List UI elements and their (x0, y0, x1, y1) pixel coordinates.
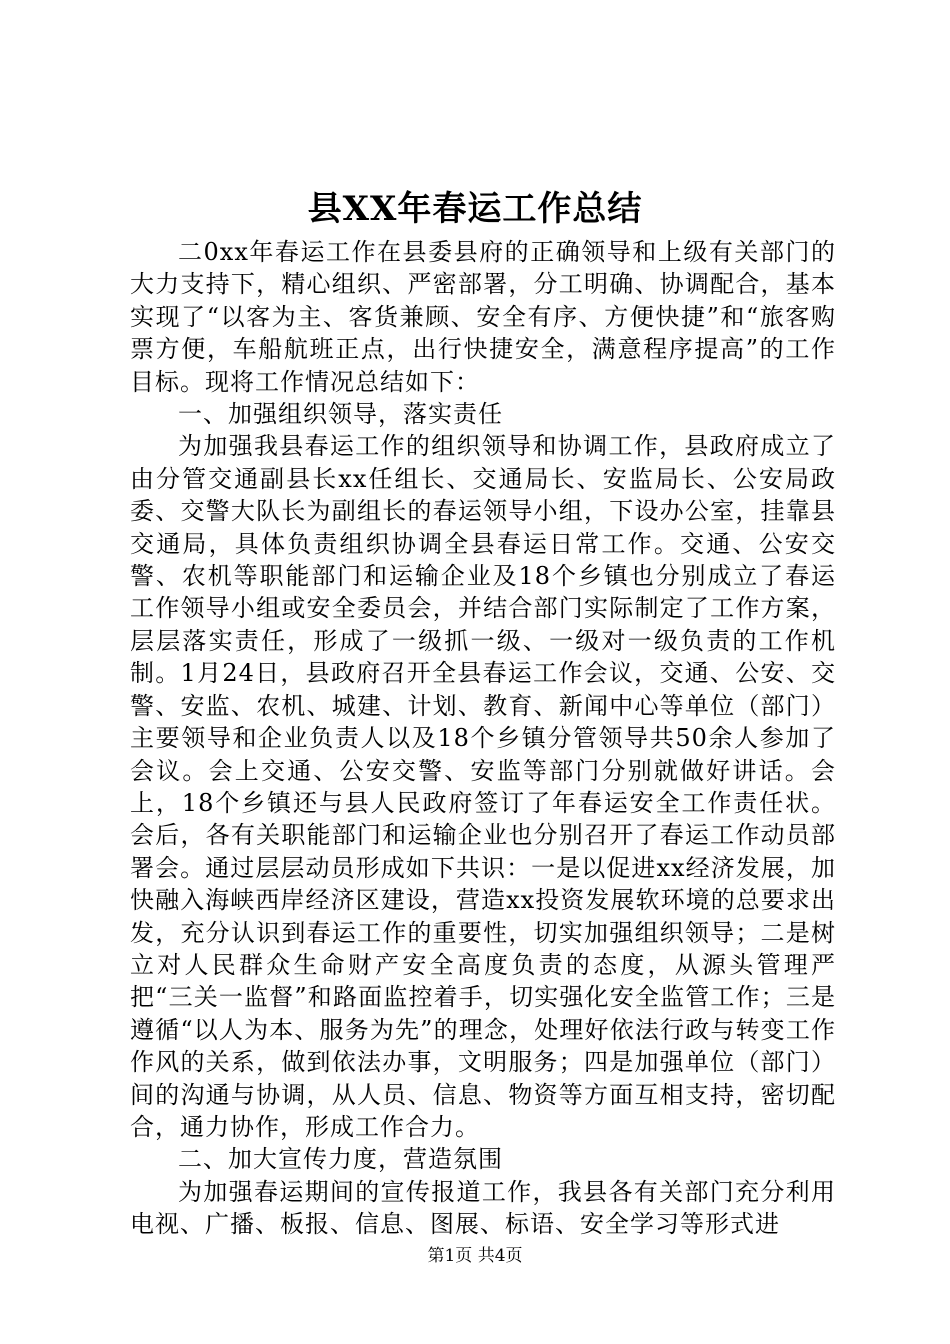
section-heading-2: 二、加大宣传力度，营造氛围 (178, 1145, 503, 1174)
document-title: 县XX年春运工作总结 (307, 189, 643, 229)
paragraph-section-1: 为加强我县春运工作的组织领导和协调工作，县政府成立了由分管交通副县长xx任组长、交通局长、安监局长、公安局政委、交警大队长为副组长的春运领导小组，下设办公室，挂靠县交通局，具体负责组织协调全县春运日常工作。交通、公安交警、农机等职能部门和运输企业及18个乡镇也分别成立了春运工作领导小组或安全委员会，并结合部门实际制定了工作方案，层层落实责任，形成了一级抓一级、一级对一级负责的工作机制。1月24日，县政府召开全县春运工作会议，交通、公安、交警、安监、农机、城建、计划、教育、新闻中心等单位（部门）主要领导和企业负责人以及18个乡镇分管领导共50余人参加了会议。会上交通、公安交警、安监等部门分别就做好讲话。会上，18个乡镇还与县人民政府签订了年春运安全工作责任状。会后，各有关职能部门和运输企业也分别召开了春运工作动员部署会。通过层层动员形成如下共识：一是以促进xx经济发展，加快融入海峡西岸经济区建设，营造xx投资发展软环境的总要求出发，充分认识到春运工作的重要性，切实加强组织领导；二是树立对人民群众生命财产安全高度负责的态度，从源头管理严把“三关一监督”和路面监控着手，切实强化安全监管工作；三是遵循“以人为本、服务为先”的理念，处理好依法行政与转变工作作风的关系，做到依法办事，文明服务；四是加强单位（部门）间的沟通与协调，从人员、信息、物资等方面互相支持，密切配合，通力协作，形成工作合力。 (130, 432, 836, 1141)
document-body (130, 236, 836, 1241)
paragraph-intro: 二0xx年春运工作在县委县府的正确领导和上级有关部门的大力支持下，精心组织、严密部署，分工明确、协调配合，基本实现了“以客为主、客货兼顾、安全有序、方便快捷”和“旅客购票方便，车船航班正点，出行快捷安全，满意程序提高”的工作目标。现将工作情况总结如下： (130, 238, 836, 396)
paragraph-section-2: 为加强春运期间的宣传报道工作，我县各有关部门充分利用电视、广播、板报、信息、图展、标语、安全学习等形式进 (130, 1177, 836, 1239)
section-heading-1: 一、加强组织领导，落实责任 (178, 400, 503, 429)
page-number-footer: 第1页 共4页 (427, 1246, 523, 1266)
